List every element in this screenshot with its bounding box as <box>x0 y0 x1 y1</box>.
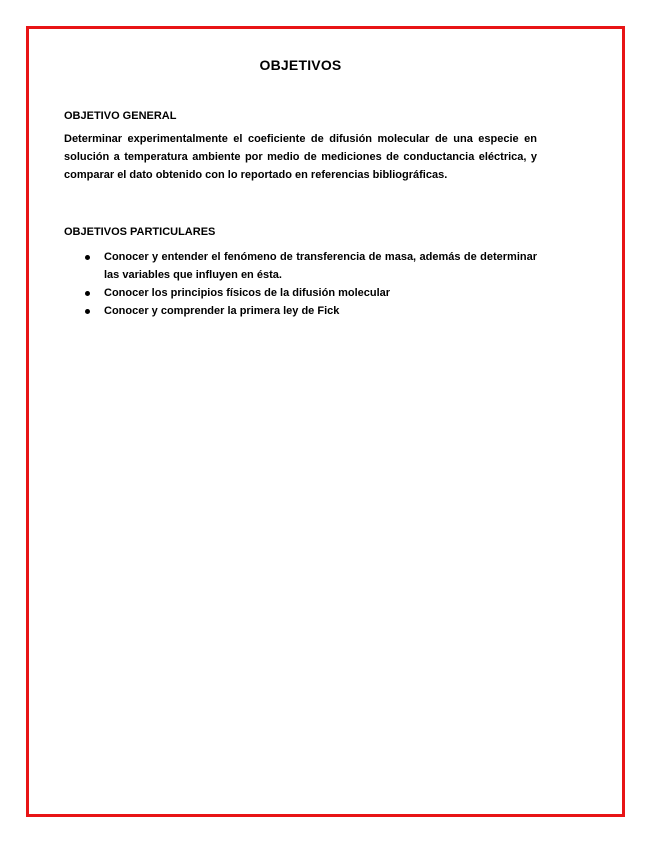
list-item-text: Conocer y entender el fenómeno de transferencia de masa, además de determinar las variables que influyen en ésta. <box>104 251 537 281</box>
general-objective-heading: OBJETIVO GENERAL <box>64 110 177 122</box>
bullet-icon <box>85 291 90 296</box>
page-title: OBJETIVOS <box>259 57 342 73</box>
document-content <box>64 54 537 320</box>
list-item <box>64 248 537 284</box>
bullet-icon <box>85 309 90 314</box>
list-item-text: Conocer los principios físicos de la difusión molecular <box>104 287 391 299</box>
list-item-text: Conocer y comprender la primera ley de Fick <box>104 305 340 317</box>
list-item <box>64 302 537 320</box>
list-item <box>64 284 537 302</box>
general-objective-text: Determinar experimentalmente el coeficiente de difusión molecular de una especie en solución a temperatura ambiente por medio de mediciones de conductancia eléctrica, y comparar el dato obtenido con lo reportado en referencias bibliográficas. <box>64 133 537 181</box>
particular-objectives-list <box>64 248 537 320</box>
particular-objectives-heading: OBJETIVOS PARTICULARES <box>64 226 216 238</box>
bullet-icon <box>85 255 90 260</box>
